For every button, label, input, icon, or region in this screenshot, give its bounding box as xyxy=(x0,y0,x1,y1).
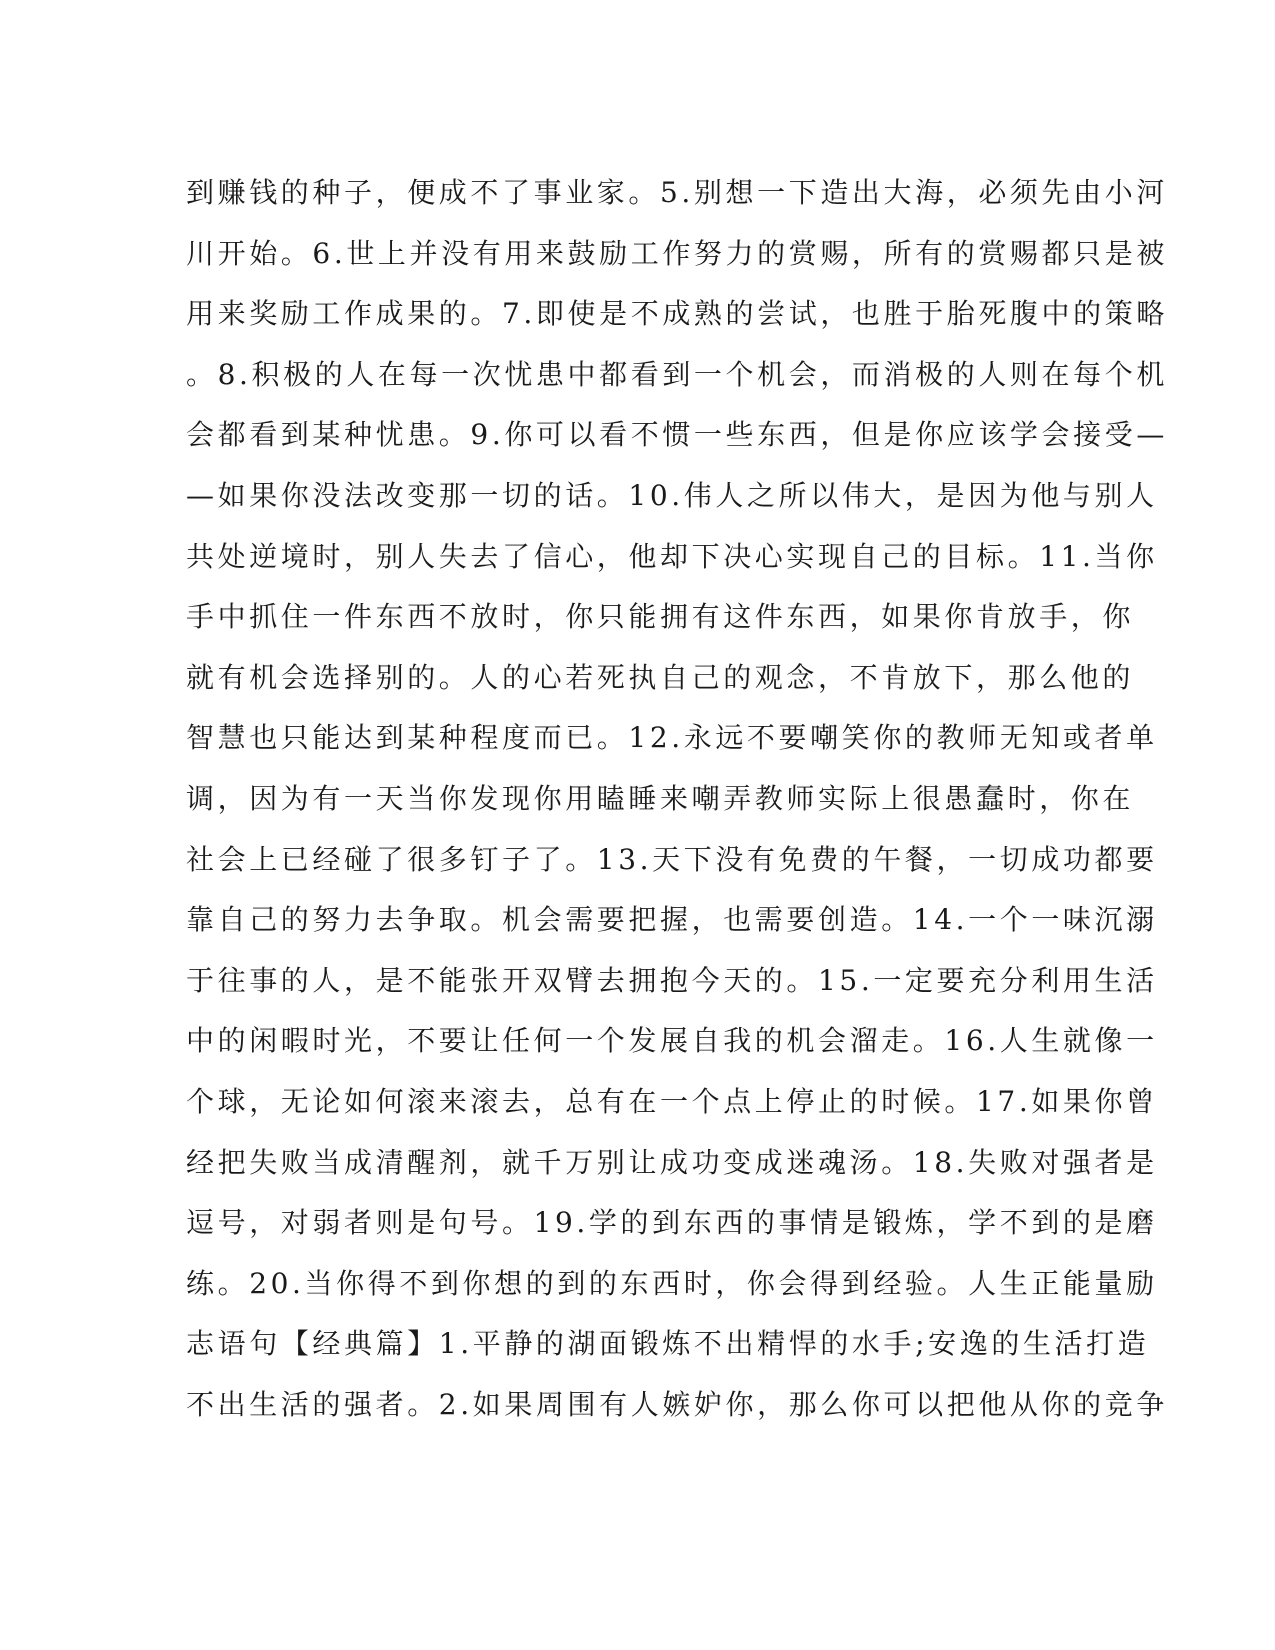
text-line: 中的闲暇时光，不要让任何一个发展自我的机会溜走。16.人生就像一 xyxy=(186,1024,1158,1058)
text-line: 不出生活的强者。2.如果周围有人嫉妒你，那么你可以把他从你的竞争 xyxy=(186,1387,1168,1421)
text-line: 练。20.当你得不到你想的到的东西时，你会得到经验。人生正能量励 xyxy=(186,1266,1158,1300)
body-text xyxy=(186,163,1168,1435)
text-line: 经把失败当成清醒剂，就千万别让成功变成迷魂汤。18.失败对强者是 xyxy=(186,1145,1158,1179)
text-line: 就有机会选择别的。人的心若死执自己的观念，不肯放下，那么他的 xyxy=(186,660,1135,694)
text-line: 川开始。6.世上并没有用来鼓励工作努力的赏赐，所有的赏赐都只是被 xyxy=(186,236,1168,270)
text-line: 。8.积极的人在每一次忧患中都看到一个机会，而消极的人则在每个机 xyxy=(186,357,1168,391)
text-line: 靠自己的努力去争取。机会需要把握，也需要创造。14.一个一味沉溺 xyxy=(186,903,1158,937)
text-line: 会都看到某种忧患。9.你可以看不惯一些东西，但是你应该学会接受— xyxy=(186,418,1168,452)
text-line: 逗号，对弱者则是句号。19.学的到东西的事情是锻炼，学不到的是磨 xyxy=(186,1206,1158,1240)
text-line: 个球，无论如何滚来滚去，总有在一个点上停止的时候。17.如果你曾 xyxy=(186,1084,1158,1118)
text-line: 调，因为有一天当你发现你用瞌睡来嘲弄教师实际上很愚蠢时，你在 xyxy=(186,781,1135,815)
text-line: 于往事的人，是不能张开双臂去拥抱今天的。15.一定要充分利用生活 xyxy=(186,963,1158,997)
text-line: 用来奖励工作成果的。7.即使是不成熟的尝试，也胜于胎死腹中的策略 xyxy=(186,297,1168,331)
text-line: 手中抓住一件东西不放时，你只能拥有这件东西，如果你肯放手，你 xyxy=(186,600,1135,634)
text-line: 共处逆境时，别人失去了信心，他却下决心实现自己的目标。11.当你 xyxy=(186,539,1158,573)
text-line: 智慧也只能达到某种程度而已。12.永远不要嘲笑你的教师无知或者单 xyxy=(186,721,1158,755)
text-line: 到赚钱的种子，便成不了事业家。5.别想一下造出大海，必须先由小河 xyxy=(186,176,1168,209)
text-line: 社会上已经碰了很多钉子了。13.天下没有免费的午餐，一切成功都要 xyxy=(186,842,1158,876)
text-line: 志语句【经典篇】1.平静的湖面锻炼不出精悍的水手;安逸的生活打造 xyxy=(186,1327,1150,1361)
text-line: —如果你没法改变那一切的话。10.伟人之所以伟大，是因为他与别人 xyxy=(186,478,1158,512)
